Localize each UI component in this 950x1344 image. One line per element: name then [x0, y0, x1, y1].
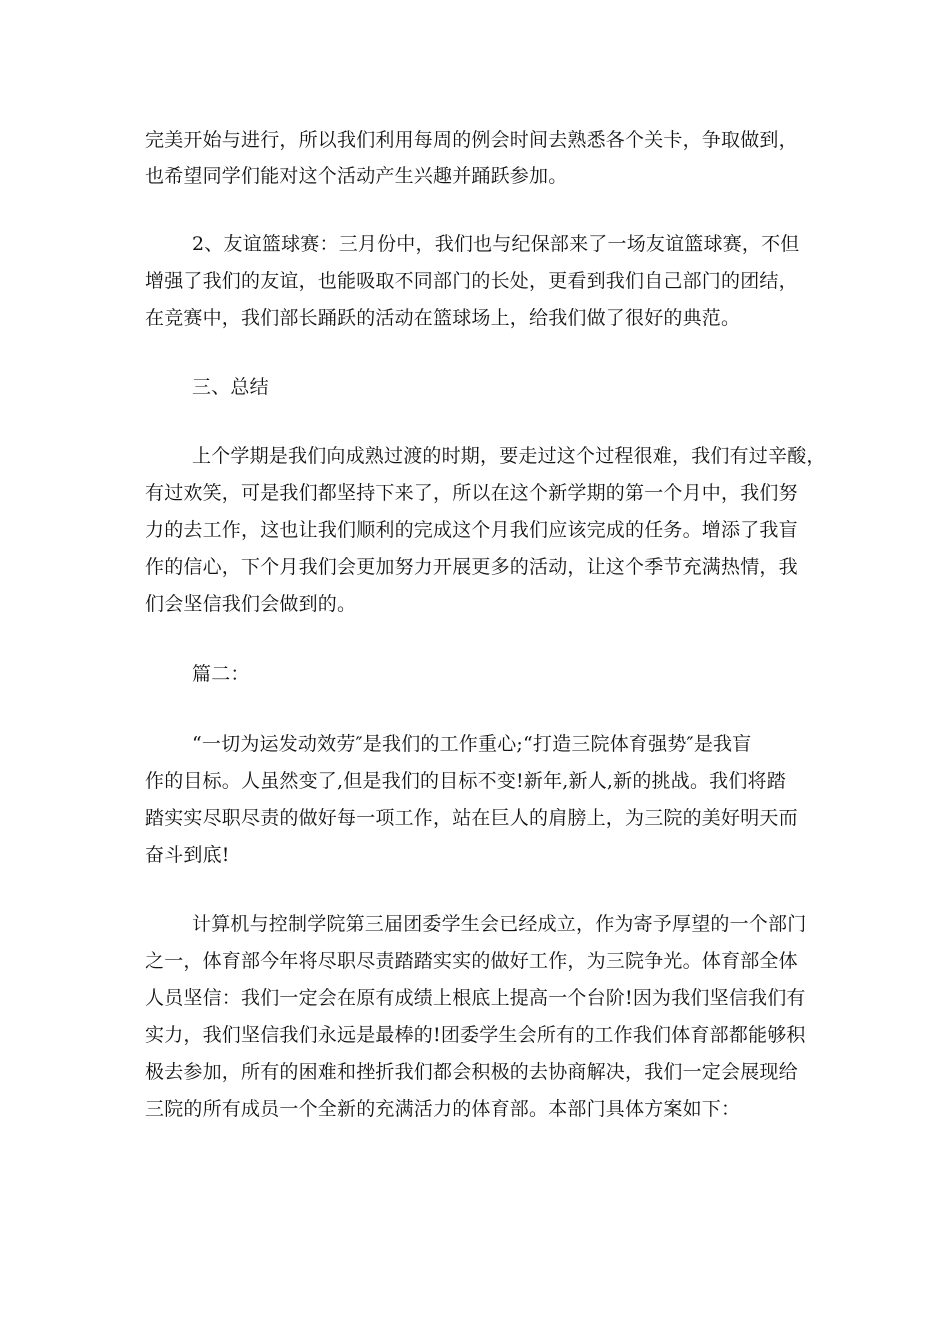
text-line: 极去参加，所有的困难和挫折我们都会积极的去协商解决，我们一定会展现给 — [145, 1061, 798, 1083]
text-line: 三院的所有成员一个全新的充满活力的体育部。本部门具体方案如下： — [145, 1098, 741, 1120]
text-line: 有过欢笑，可是我们都坚持下来了，所以在这个新学期的第一个月中，我们努 — [145, 482, 798, 504]
text-line: 增强了我们的友谊，也能吸取不同部门的长处，更看到我们自己部门的团结， — [145, 270, 798, 292]
paragraph-first-line: “一切为运发动效劳″是我们的工作重心;“打造三院体育强势″是我盲 — [192, 733, 752, 755]
text-line: 实力，我们坚信我们永远是最棒的!团委学生会所有的工作我们体育部都能够积 — [145, 1024, 806, 1046]
text-line: 们会坚信我们会做到的。 — [145, 593, 357, 615]
paragraph-first-line: 计算机与控制学院第三届团委学生会已经成立，作为寄予厚望的一个部门 — [192, 913, 807, 935]
text-line: 踏实实尽职尽责的做好每一项工作，站在巨人的肩膀上，为三院的美好明天而 — [145, 807, 798, 829]
text-line: 在竞赛中，我们部长踊跃的活动在篮球场上，给我们做了很好的典范。 — [145, 307, 741, 329]
section-heading: 篇二： — [192, 663, 250, 685]
section-heading: 三、总结 — [192, 376, 269, 398]
text-line: 也希望同学们能对这个活动产生兴趣并踊跃参加。 — [145, 165, 568, 187]
text-line: 作的信心，下个月我们会更加努力开展更多的活动，让这个季节充满热情，我 — [145, 556, 798, 578]
text-line: 奋斗到底! — [145, 844, 230, 866]
paragraph-first-line: 2、友谊篮球赛：三月份中，我们也与纪保部来了一场友谊篮球赛，不但 — [192, 233, 800, 255]
text-line: 之一，体育部今年将尽职尽责踏踏实实的做好工作，为三院争光。体育部全体 — [145, 950, 798, 972]
text-line: 完美开始与进行，所以我们利用每周的例会时间去熟悉各个关卡，争取做到， — [145, 129, 798, 151]
paragraph-first-line: 上个学期是我们向成熟过渡的时期，要走过这个过程很难，我们有过辛酸， — [192, 445, 826, 467]
text-line: 人员坚信：我们一定会在原有成绩上根底上提高一个台阶!因为我们坚信我们有 — [145, 987, 806, 1009]
text-line: 力的去工作，这也让我们顺利的完成这个月我们应该完成的任务。增添了我盲 — [145, 519, 798, 541]
text-line: 作的目标。人虽然变了,但是我们的目标不变!新年,新人,新的挑战。我们将踏 — [145, 770, 786, 792]
